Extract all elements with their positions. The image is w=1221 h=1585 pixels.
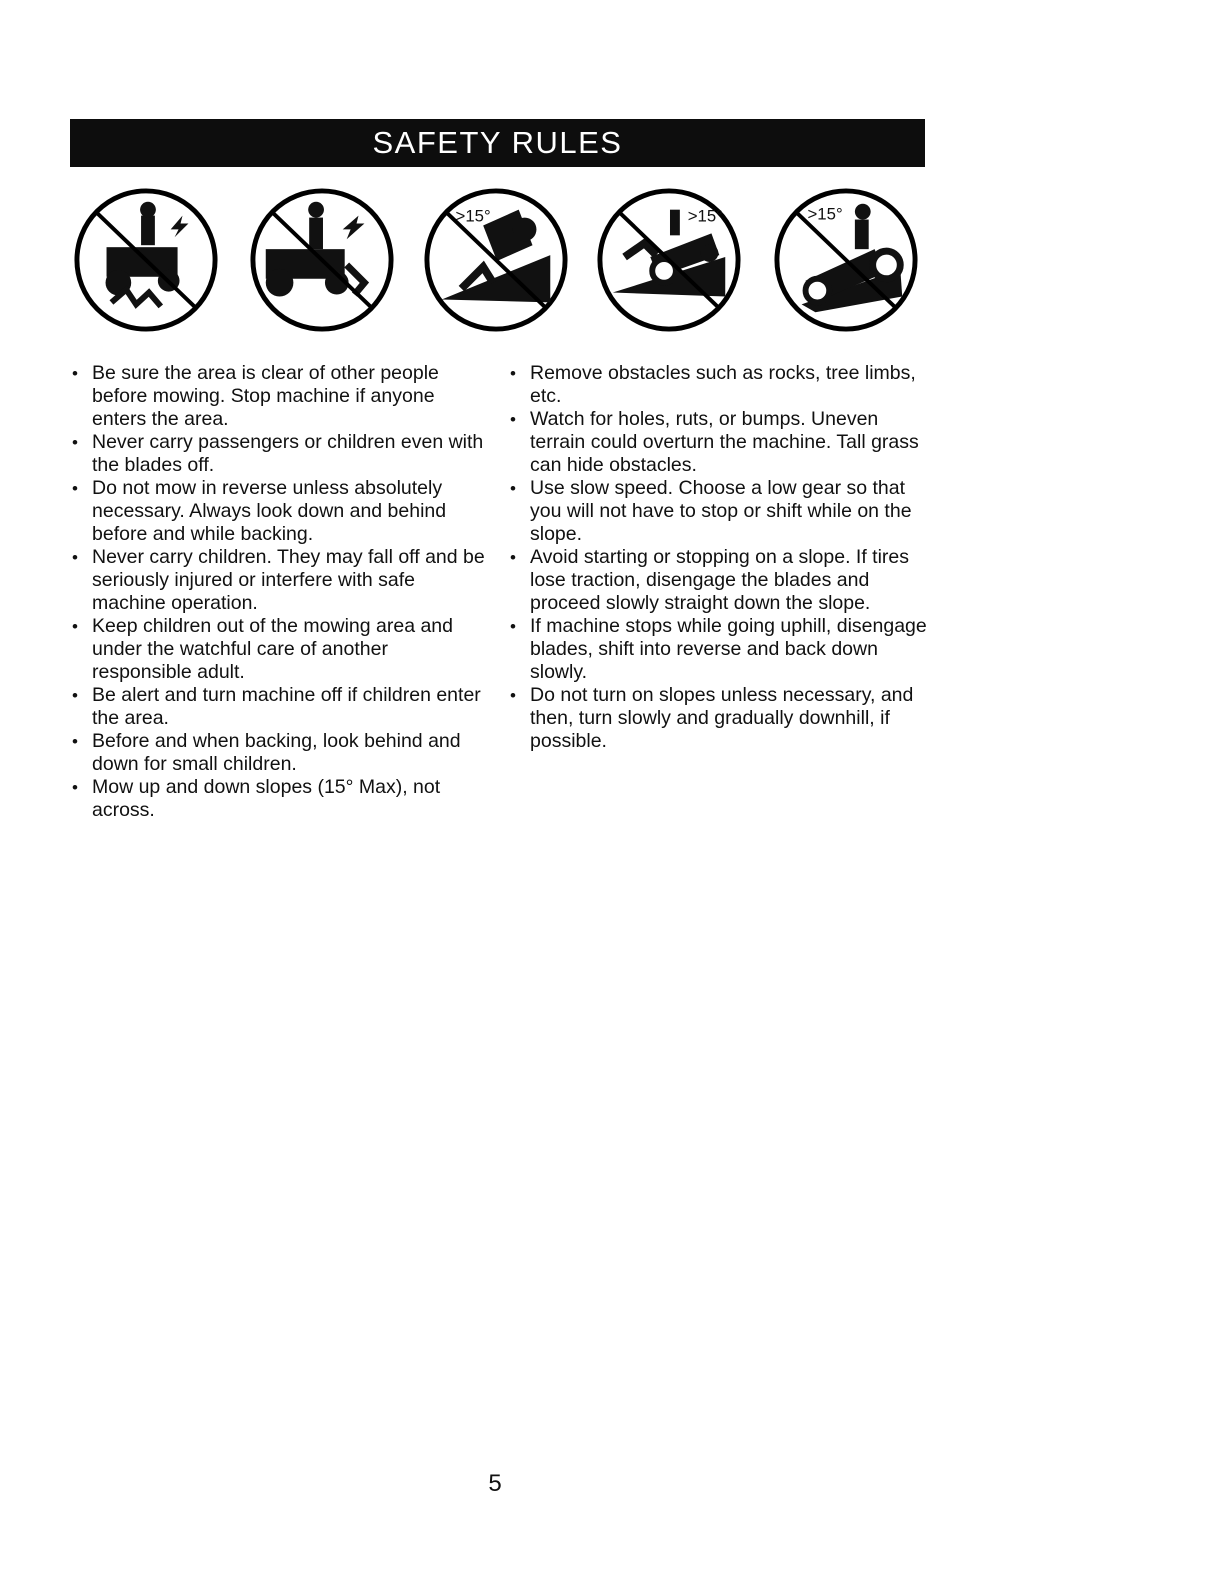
svg-text:>15°: >15° xyxy=(687,206,723,226)
rule-item: • Before and when backing, look behind and down for small children. xyxy=(70,730,490,776)
right-rules-list xyxy=(508,362,928,753)
rule-item: • Keep children out of the mowing area and under the watchful care of another responsible adult. xyxy=(70,615,490,684)
no-passengers-icon xyxy=(248,186,396,334)
rule-item: • If machine stops while going uphill, disengage blades, shift into reverse and back down slowly. xyxy=(508,615,928,684)
no-steep-slope-across-icon xyxy=(772,186,920,334)
page-title-bar xyxy=(70,119,925,167)
rule-item: • Be sure the area is clear of other people before mowing. Stop machine if anyone enters the area. xyxy=(70,362,490,431)
svg-text:>15°: >15° xyxy=(807,204,843,224)
rule-item: • Use slow speed. Choose a low gear so that you will not have to stop or shift while on the slope. xyxy=(508,477,928,546)
rule-item: • Do not mow in reverse unless absolutely necessary. Always look down and behind before and while backing. xyxy=(70,477,490,546)
rule-item: • Mow up and down slopes (15° Max), not across. xyxy=(70,776,490,822)
rule-item: • Avoid starting or stopping on a slope. If tires lose traction, disengage the blades and proceed slowly straight down the slope. xyxy=(508,546,928,615)
rule-item: • Remove obstacles such as rocks, tree limbs, etc. xyxy=(508,362,928,408)
safety-icons-row xyxy=(72,186,927,336)
svg-text:>15°: >15° xyxy=(455,206,491,226)
right-rules-column xyxy=(508,362,928,753)
rule-item: • Do not turn on slopes unless necessary, and then, turn slowly and gradually downhill, if possible. xyxy=(508,684,928,753)
rule-item: • Never carry passengers or children even with the blades off. xyxy=(70,431,490,477)
left-rules-column xyxy=(70,362,490,822)
no-steep-slope-up-icon xyxy=(595,186,743,334)
rule-item: • Be alert and turn machine off if children enter the area. xyxy=(70,684,490,730)
no-bystanders-icon xyxy=(72,186,220,334)
page-title: SAFETY RULES xyxy=(372,125,623,160)
page-number: 5 xyxy=(488,1470,502,1497)
rule-item: • Never carry children. They may fall off and be seriously injured or interfere with safe machine operation. xyxy=(70,546,490,615)
rule-item: • Watch for holes, ruts, or bumps. Uneven terrain could overturn the machine. Tall grass can hide obstacles. xyxy=(508,408,928,477)
no-steep-slope-backward-icon xyxy=(422,186,570,334)
left-rules-list xyxy=(70,362,490,822)
